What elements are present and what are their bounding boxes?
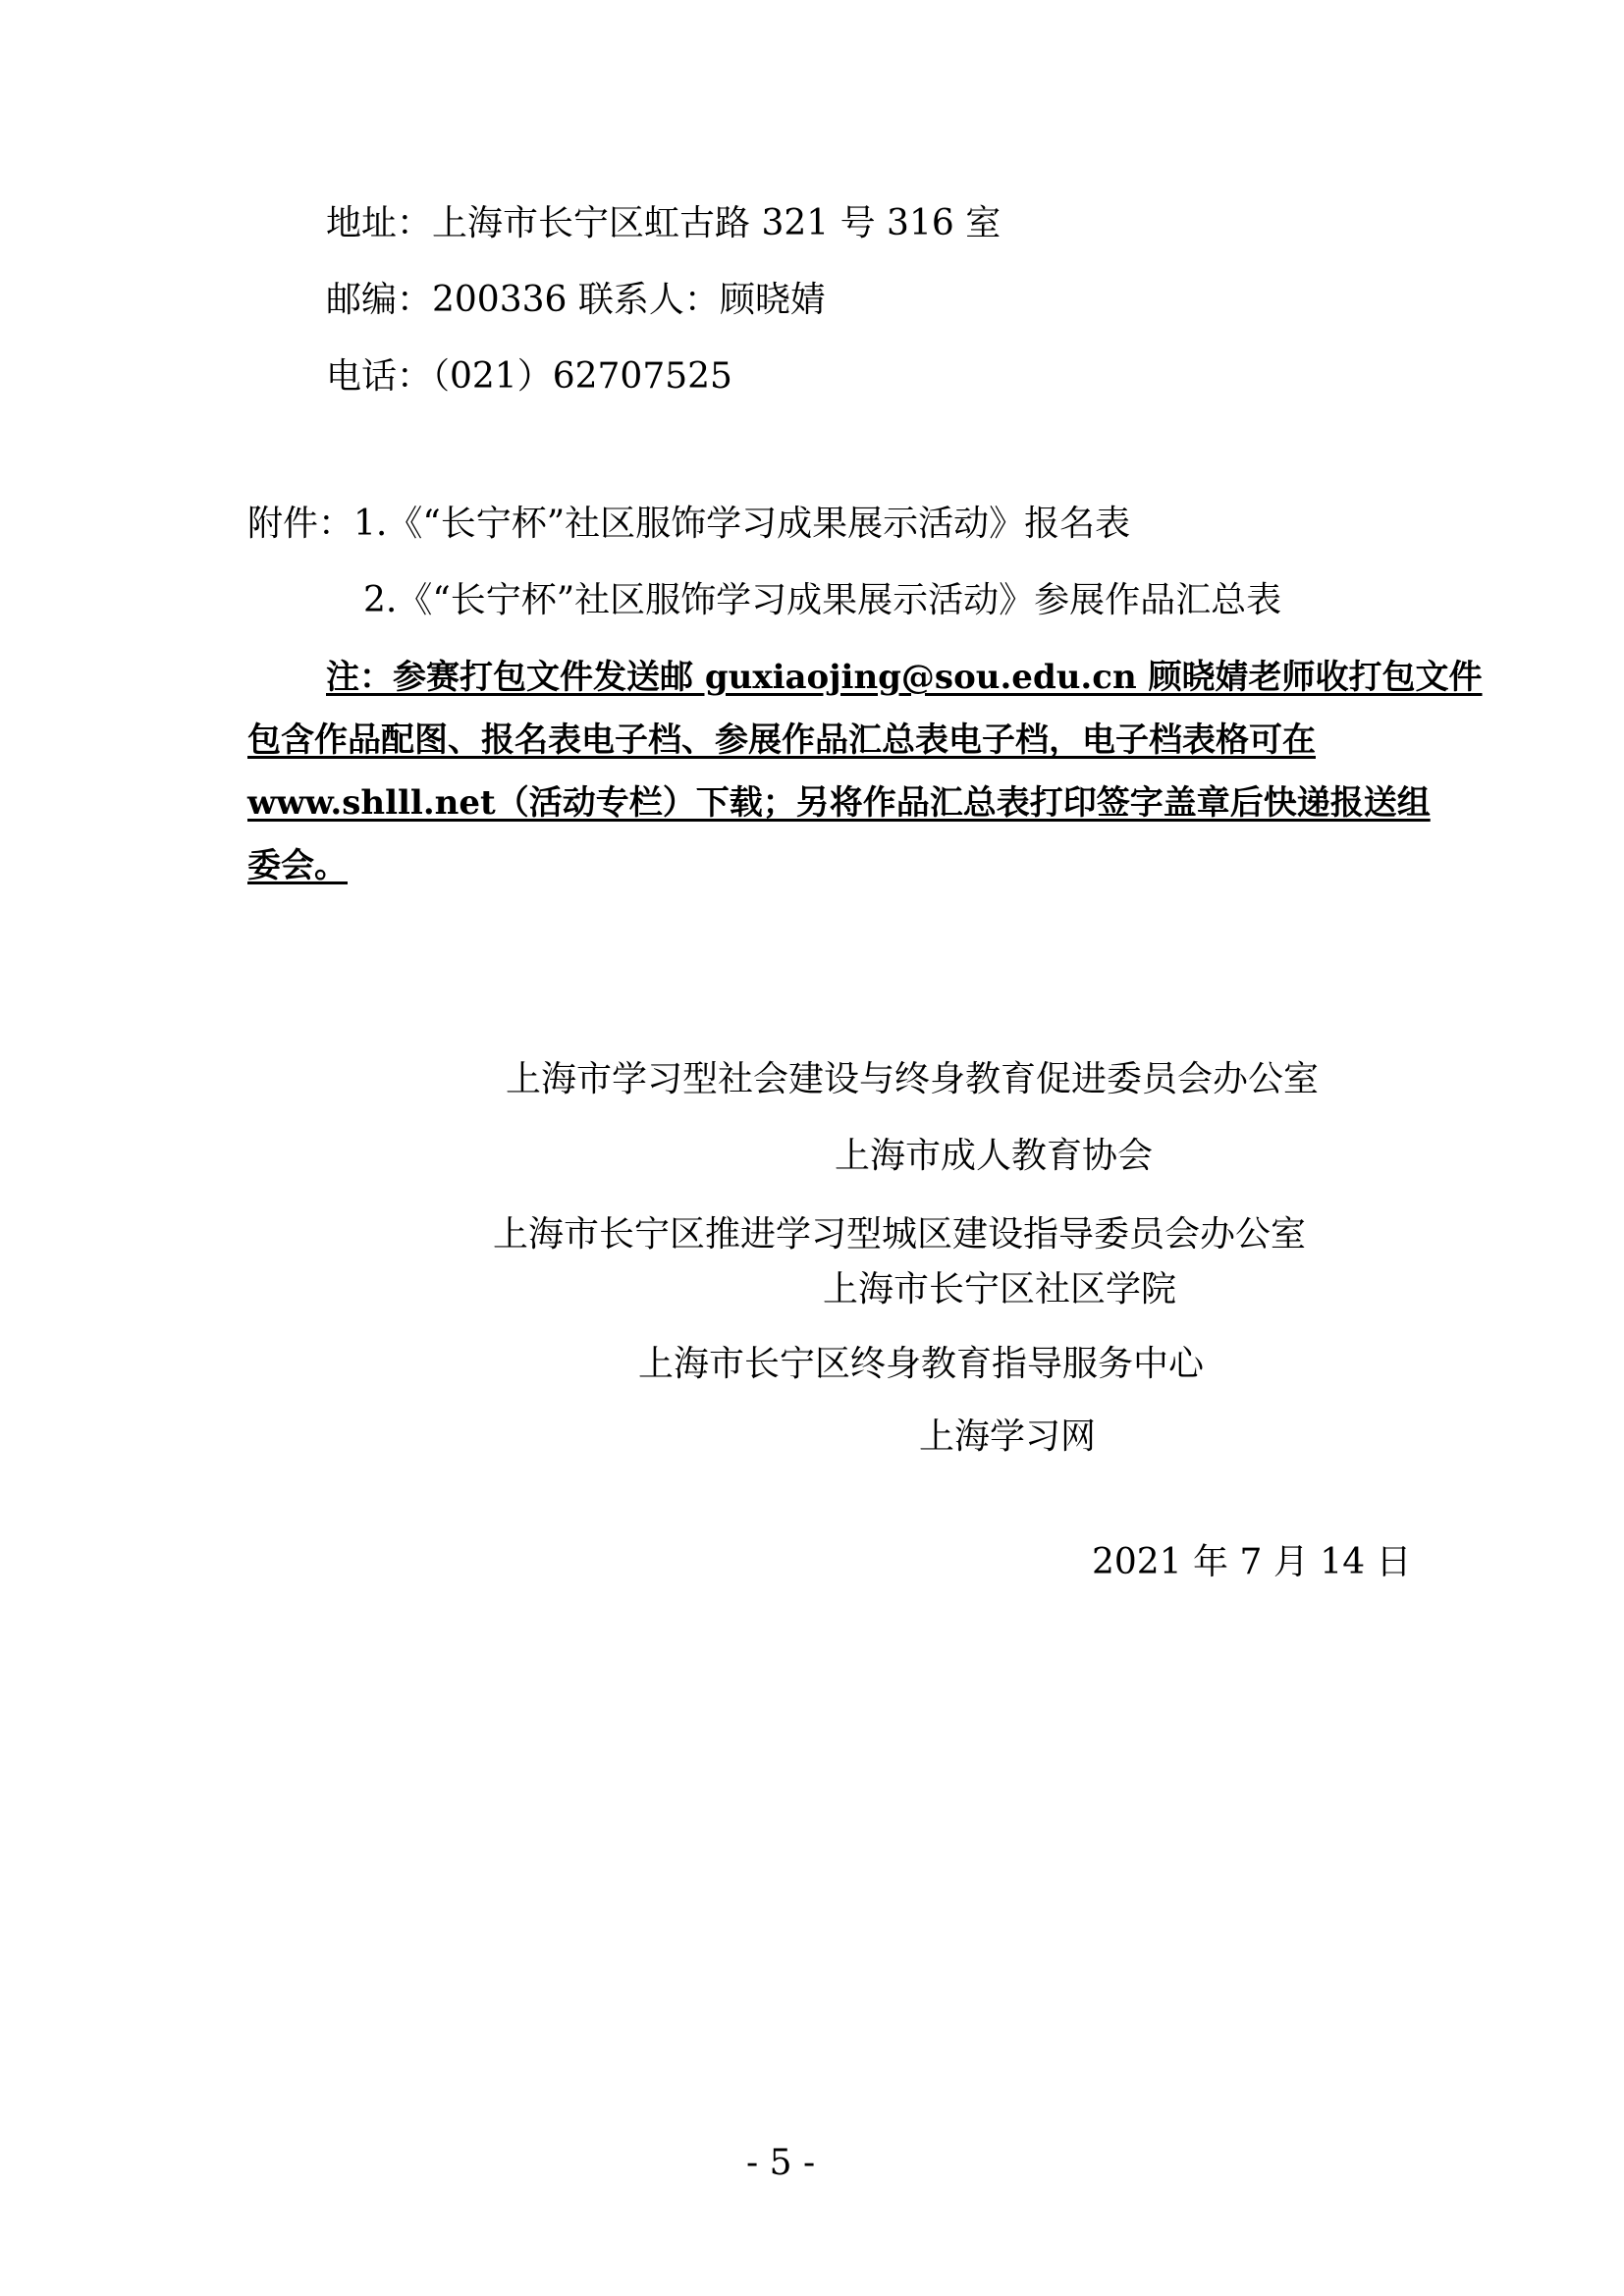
contact-phone: 电话：（021）62707525 xyxy=(326,356,732,397)
note-line-4: 委会。 xyxy=(247,846,348,885)
contact-address: 地址：上海市长宁区虹古路 321 号 316 室 xyxy=(326,203,1001,243)
contact-postcode: 邮编：200336 联系人：顾晓婧 xyxy=(326,280,826,320)
organizer-3: 上海市长宁区推进学习型城区建设指导委员会办公室 xyxy=(493,1214,1307,1255)
attachment-item-1: 附件：1.《“长宁杯”社区服饰学习成果展示活动》报名表 xyxy=(247,504,1131,544)
organizer-5: 上海市长宁区终身教育指导服务中心 xyxy=(638,1344,1205,1384)
note-line-1: 注：参赛打包文件发送邮 guxiaojing@sou.edu.cn 顾晓婧老师收打包文件 xyxy=(326,658,1483,697)
organizer-2: 上海市成人教育协会 xyxy=(835,1136,1154,1176)
document-date: 2021 年 7 月 14 日 xyxy=(1092,1542,1412,1582)
attachment-item-2: 2.《“长宁杯”社区服饰学习成果展示活动》参展作品汇总表 xyxy=(363,580,1282,620)
note-line-3: www.shlll.net（活动专栏）下载；另将作品汇总表打印签字盖章后快递报送组 xyxy=(247,783,1431,823)
organizer-1: 上海市学习型社会建设与终身教育促进委员会办公室 xyxy=(506,1059,1320,1099)
note-line-2: 包含作品配图、报名表电子档、参展作品汇总表电子档，电子档表格可在 xyxy=(247,721,1316,760)
organizer-6: 上海学习网 xyxy=(919,1416,1097,1457)
page-number: - 5 - xyxy=(746,2143,816,2183)
organizer-4: 上海市长宁区社区学院 xyxy=(823,1269,1177,1309)
